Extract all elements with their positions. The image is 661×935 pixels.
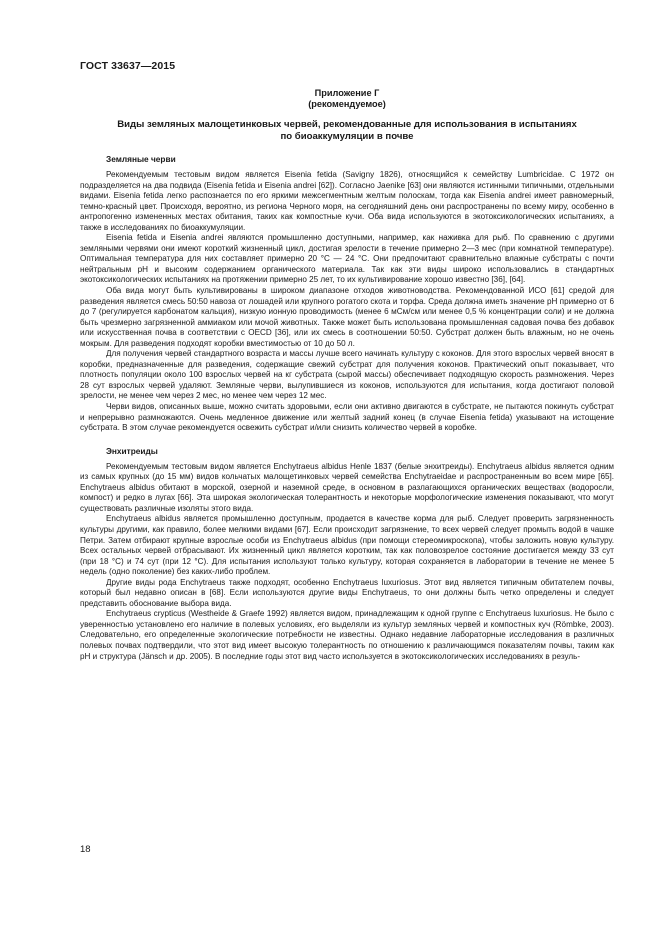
paragraph: Рекомендуемым тестовым видом является Eisenia fetida (Savigny 1826), относящийся к семейству Lumbricidae. С 1972 он подразделяется на два подвида (Eisenia fetida и Eisenia andrei [62]). Согласно Jaenike [63] они являются истинными типичными, отдельными видами. Eisenia fetida легко распознается по его яркими межсегментным желтым полоскам, тогда как Eisenia andrei имеет равномерный, темно-красный цвет. Происходя, вероятно, из региона Черного моря, на сегодняшний день они распространены по всему миру, особенно в антропогенно измененных местах обитания, таких как компостные кучи. Оба вида используются в экотоксикологических испытаниях, а также в исследованиях по биоаккумуляции.	[80, 170, 614, 232]
paragraph: Черви видов, описанных выше, можно считать здоровыми, если они активно двигаются в субстрате, не пытаются покинуть субстрат и непрерывно размножаются. Очень медленное движение или желтый задний конец (в случае Eisenia fetida) указывают на истощение субстрата. В этом случае рекомендуется освежить субстрат и/или снизить количество червей в коробке.	[80, 402, 614, 433]
paragraph: Eisenia fetida и Eisenia andrei являются промышленно доступными, например, как наживка для рыб. По сравнению с другими земляными червями они имеют короткий жизненный цикл, достигая зрелости в течение примерно 2—3 мес (при комнатной температуре). Оптимальная температура для них составляет примерно 20 °С — 24 °С. Они предпочитают сравнительно влажные субстраты с почти нейтральным рН и высоким содержанием органического материала. Так как эти виды широко использовались в стандартных экотоксикологических испытаниях на протяжении примерно 25 лет, то их культивирование хорошо известно [36], [64].	[80, 233, 614, 285]
section-heading-earthworms: Земляные черви	[106, 154, 176, 164]
section-heading-enchytraeids: Энхитреиды	[106, 445, 158, 456]
main-title-line1: Виды земляных малощетинковых червей, рекомендованные для использования в испытаниях	[117, 119, 577, 130]
paragraph: Другие виды рода Enchytraeus также подходят, особенно Enchytraeus luxuriosus. Этот вид является типичным обитателем почвы, который был недавно описан в [68]. Если используются другие виды Enchytraeus, то они должны быть четко определены и следует представить обоснование выбора вида.	[80, 577, 614, 608]
page-number: 18	[80, 844, 91, 855]
page-content	[80, 88, 614, 662]
main-title-line2: по биоаккумуляции в почве	[280, 131, 414, 142]
main-title	[80, 119, 614, 143]
annex-subtitle: (рекомендуемое)	[308, 99, 386, 109]
standard-number: ГОСТ 33637—2015	[80, 60, 176, 72]
paragraph: Enchytraeus crypticus (Westheide & Graefe 1992) является видом, принадлежащим к одной группе с Enchytraeus luxuriosus. Не было с уверенностью установлено его наличие в полевых условиях, его выделяли из культур земляных червей и компостных куч (Römbke, 2003). Следовательно, его определенные экологические потребности не известны. Однако недавние лабораторные исследования в различных полевых почвах подтвердили, что этот вид имеет высокую толерантность по отношению к различающимся показателям почвы, таким как рН и структура (Jänsch и др. 2005). В последние годы этот вид часто используется в экотоксикологических исследованиях в резуль-	[80, 609, 614, 661]
annex-title: Приложение Г	[314, 88, 380, 98]
paragraph: Рекомендуемым тестовым видом является Enchytraeus albidus Henle 1837 (белые энхитреиды). Enchytraeus albidus является одним из самых крупных (до 15 мм) видов кольчатых малощетинковых червей семейства Enchytraeidae и распространенным во всем мире [65]. Enchytraeus albidus обитают в морской, озерной и наземной среде, в основном в разлагающихся органических веществах (водоросли, компост) и редко в лугах [66]. Эта широкая экологическая толерантность и некоторые морфологические изменения показывают, что могут существовать различные изоляты этого вида.	[80, 461, 614, 513]
paragraph: Для получения червей стандартного возраста и массы лучше всего начинать культуру с коконов. Для этого взрослых червей вносят в коробки, предназначенные для разведения, содержащие свежий субстрат для получения коконов. Практический опыт показывает, что плотность популяции около 100 взрослых червей на кг субстрата (сырой массы) обеспечивает подходящую скорость размножения. Через 28 сут взрослых червей удаляют. Земляные черви, вылупившиеся из коконов, используются для испытания, когда достигают половой зрелости, не менее чем через 2 мес, но менее чем через 12 мес.	[80, 349, 614, 401]
paragraph: Enchytraeus albidus является промышленно доступным, продается в качестве корма для рыб. Следует проверить загрязненность культуры другими, как правило, более мелкими видами [67]. Если происходит загрязнение, то всех червей следует промыть водой в чашке Петри. Затем отбирают крупные взрослые особи из Enchytraeus albidus (при помощи стереомикроскопа), чтобы заложить новую культуру. Всех остальных червей отбрасывают. Их жизненный цикл является коротким, так как половозрелое состояние достигается между 33 сут (при 18 °С) и 74 сут (при 12 °С). Для испытания используют только культуру, которая сохраняется в лаборатории в течение не менее 5 недель (одно поколение) без каких-либо проблем.	[80, 514, 614, 577]
paragraph: Оба вида могут быть культивированы в широком диапазоне отходов животноводства. Рекомендованной ИСО [61] средой для разведения является смесь 50:50 навоза от лошадей или крупного рогатого скота и торфа. Среда должна иметь значение рН примерно от 6 до 7 (регулируется карбонатом кальция), низкую ионную проводимость (менее 6 мСм/см или менее 0,5 % концентрации соли) и не должна быть чрезмерно загрязненной аммиаком или мочой животных. Также может быть использована промышленная садовая почва без добавок или искусственная почва в соответствии с OECD [36], или их смесь в соотношении 50:50. Субстрат должен быть влажным, но не очень мокрым. Для разведения подходят коробки вместимостью от 10 до 50 л.	[80, 286, 614, 348]
